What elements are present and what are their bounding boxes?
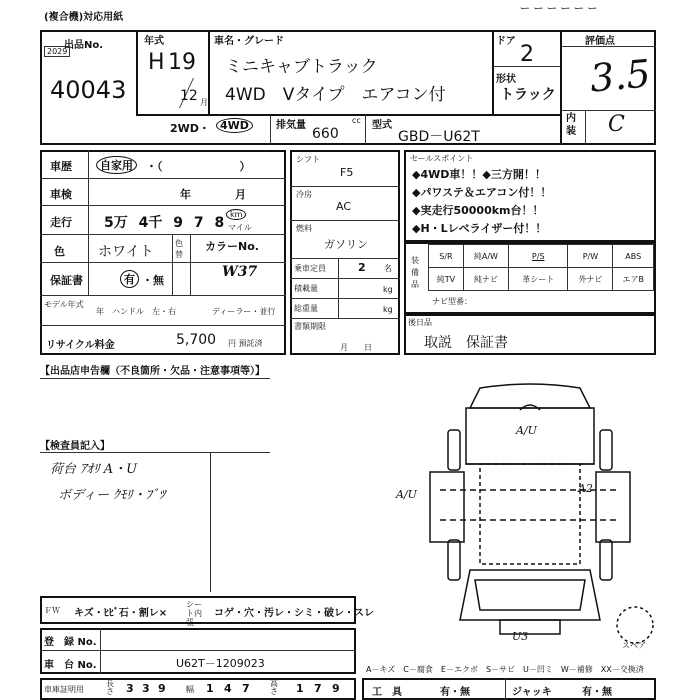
size-label: 車庫証明用 bbox=[44, 685, 84, 694]
hgt-label: 高さ bbox=[270, 679, 278, 696]
eq-navi: 純ナビ bbox=[463, 268, 508, 291]
history-value: 自家用 bbox=[96, 156, 137, 174]
inspect-rest: 年 月 bbox=[180, 188, 246, 201]
inspector-note-2: ボディー ｸﾓﾘ・ﾌﾞﾂ bbox=[58, 488, 166, 503]
header-cut: ー ー ー ー ー ー bbox=[520, 4, 598, 15]
modelyear-label: モデル年式 bbox=[44, 300, 84, 309]
displacement-label: 排気量 bbox=[276, 120, 306, 131]
modelyear-dealer: ディーラー・並行 bbox=[212, 307, 276, 316]
sales-label: セールスポイント bbox=[410, 154, 474, 163]
year-month: 12 bbox=[180, 88, 198, 104]
tools-value: 有・無 bbox=[440, 687, 470, 698]
len-3: 9 bbox=[158, 682, 166, 695]
shift-label: シフト bbox=[296, 155, 320, 164]
navi-label: ナビ型番： bbox=[432, 297, 472, 306]
type-label: 型式 bbox=[372, 120, 392, 131]
wid-label: 幅 bbox=[186, 685, 194, 694]
afterwards-label: 後日品 bbox=[408, 318, 432, 327]
hgt-3: 9 bbox=[332, 682, 340, 695]
color-sub: 色替 bbox=[175, 239, 183, 259]
inspect-label: 車検 bbox=[50, 188, 72, 201]
size-block bbox=[40, 678, 356, 700]
load-unit: kg bbox=[383, 285, 393, 294]
displacement-unit: cc bbox=[352, 116, 361, 125]
load-label: 積載量 bbox=[294, 284, 318, 293]
jack-label: ジャッキ bbox=[512, 687, 552, 698]
wid-3: 7 bbox=[242, 682, 250, 695]
history-rest: ・（ ） bbox=[146, 160, 251, 173]
sales-point-4: ◆H・Lレベライザー付！！ bbox=[412, 222, 547, 235]
year-month-unit: 月 bbox=[200, 98, 208, 107]
capacity-value: 2 bbox=[358, 261, 366, 274]
score-label: 評価点 bbox=[585, 36, 615, 47]
capacity-label: 乗車定員 bbox=[294, 264, 326, 273]
gross-unit: kg bbox=[383, 305, 393, 314]
recycle-unit: 円 預託済 bbox=[228, 339, 263, 348]
shape-label: 形状 bbox=[496, 74, 516, 85]
eq-sr: S/R bbox=[429, 245, 464, 268]
inspector-note-1: 荷台 ｱｵﾘ A・U bbox=[50, 462, 138, 477]
sales-point-2: ◆パワステ＆エアコン付！！ bbox=[412, 186, 552, 199]
door-label: ドア bbox=[496, 36, 516, 47]
defects-items: キズ・ﾋﾋﾞ石・割レ× bbox=[74, 608, 168, 619]
shift-value: F5 bbox=[340, 166, 354, 179]
wid-2: 4 bbox=[224, 682, 232, 695]
drive-options: 2WD・ bbox=[170, 122, 210, 135]
sales-point-1: ◆4WD車！！◆三方開！！ bbox=[412, 168, 546, 181]
equipment-label: 装備品 bbox=[411, 256, 419, 289]
recycle-label: リサイクル料金 bbox=[46, 340, 115, 351]
capacity-unit: 名 bbox=[384, 264, 392, 273]
spare-label: スペア bbox=[622, 641, 646, 650]
score-value: 3.5 bbox=[588, 51, 653, 101]
len-label: 長さ bbox=[106, 679, 114, 696]
eq-airbag: エアB bbox=[613, 268, 654, 291]
defects-label: ＦＷ bbox=[44, 606, 60, 615]
shape-value: トラック bbox=[500, 87, 556, 103]
declaration-label: 【出品店申告欄（不良箇所・欠品・注意事項等）】 bbox=[40, 366, 265, 377]
lot-tag: 2029 bbox=[44, 46, 70, 57]
doc-label: 書類期限 bbox=[294, 322, 326, 331]
eq-leather: 革シート bbox=[509, 268, 568, 291]
mileage-value: 5万 4千 9 7 8 bbox=[104, 215, 225, 231]
type-value: GBD－U62T bbox=[398, 129, 480, 145]
len-2: 3 bbox=[142, 682, 150, 695]
chassis-value: U62T－1209023 bbox=[176, 657, 265, 670]
tools-label: 工 具 bbox=[372, 687, 402, 698]
jack-value: 有・無 bbox=[582, 687, 612, 698]
interior-label: 内装 bbox=[566, 113, 576, 137]
fuel-label: 燃料 bbox=[296, 224, 312, 233]
warranty-label: 保証書 bbox=[50, 274, 83, 287]
mileage-label: 走行 bbox=[50, 216, 72, 229]
lot-number: 40043 bbox=[50, 76, 127, 104]
doc-rest: 月 日 bbox=[340, 343, 372, 352]
car-diagram bbox=[400, 380, 660, 650]
inspector-label: 【検査員記入】 bbox=[40, 441, 110, 452]
model-grade: 4WD Vタイプ エアコン付 bbox=[225, 85, 446, 105]
header-text: (複合機)対応用紙 bbox=[44, 12, 124, 23]
model-name: ミニキャブトラック bbox=[225, 57, 378, 77]
recycle-value: 5,700 bbox=[176, 332, 217, 348]
equipment-grid bbox=[428, 244, 654, 291]
reg-label: 登 録 No. bbox=[44, 637, 97, 648]
color-value: ホワイト bbox=[98, 244, 154, 260]
ac-label: 冷房 bbox=[296, 190, 312, 199]
lot-label: 出品No. bbox=[64, 40, 104, 51]
eq-abs: ABS bbox=[613, 245, 654, 268]
mark-4: U3 bbox=[512, 630, 529, 643]
interior-value: C bbox=[608, 112, 625, 137]
sales-point-3: ◆実走行50000km台！！ bbox=[412, 204, 544, 217]
model-label: 車名・グレード bbox=[214, 36, 284, 47]
mileage-unit: km bbox=[226, 209, 246, 220]
warranty-value: 有 bbox=[120, 270, 139, 288]
year-value: 19 bbox=[168, 50, 196, 75]
eq-ps: P/S bbox=[509, 245, 568, 268]
eq-extnavi: 外ナビ bbox=[568, 268, 613, 291]
color-label: 色 bbox=[54, 245, 65, 258]
defects-items2: コゲ・穴・汚レ・シミ・破レ・スレ bbox=[214, 608, 374, 619]
warranty-rest: ・無 bbox=[142, 274, 164, 287]
displacement-value: 660 bbox=[312, 126, 339, 142]
year-label: 年式 bbox=[144, 36, 164, 47]
gross-label: 総重量 bbox=[294, 304, 318, 313]
year-era: H bbox=[148, 50, 165, 75]
door-value: 2 bbox=[520, 42, 534, 67]
mark-1: A/U bbox=[516, 424, 537, 437]
mileage-unit2: マイル bbox=[228, 223, 252, 232]
mark-3: A2 bbox=[578, 482, 593, 495]
fuel-value: ガソリン bbox=[324, 238, 368, 251]
ac-value: AC bbox=[336, 200, 352, 213]
colorno-label: カラーNo. bbox=[205, 240, 259, 253]
len-1: 3 bbox=[126, 682, 134, 695]
colorno-value: W37 bbox=[222, 264, 258, 280]
afterwards-value: 取説 保証書 bbox=[424, 335, 508, 351]
hgt-2: 7 bbox=[314, 682, 322, 695]
legend: A－キズ C－腐食 E－エクボ S－サビ U－凹ミ W－補修 XX－交換済 bbox=[366, 665, 644, 674]
mark-2: A/U bbox=[396, 488, 417, 501]
drive-selected: 4WD bbox=[216, 118, 253, 133]
history-label: 車歴 bbox=[50, 160, 72, 173]
modelyear-handle: 年 ハンドル 左・右 bbox=[96, 307, 176, 316]
chassis-label: 車 台 No. bbox=[44, 660, 97, 671]
eq-pw: P/W bbox=[568, 245, 613, 268]
hgt-1: 1 bbox=[296, 682, 304, 695]
wid-1: 1 bbox=[206, 682, 214, 695]
eq-tv: 純TV bbox=[429, 268, 464, 291]
defects-sheet: シート内張 bbox=[186, 600, 202, 627]
eq-aw: 純A/W bbox=[463, 245, 508, 268]
